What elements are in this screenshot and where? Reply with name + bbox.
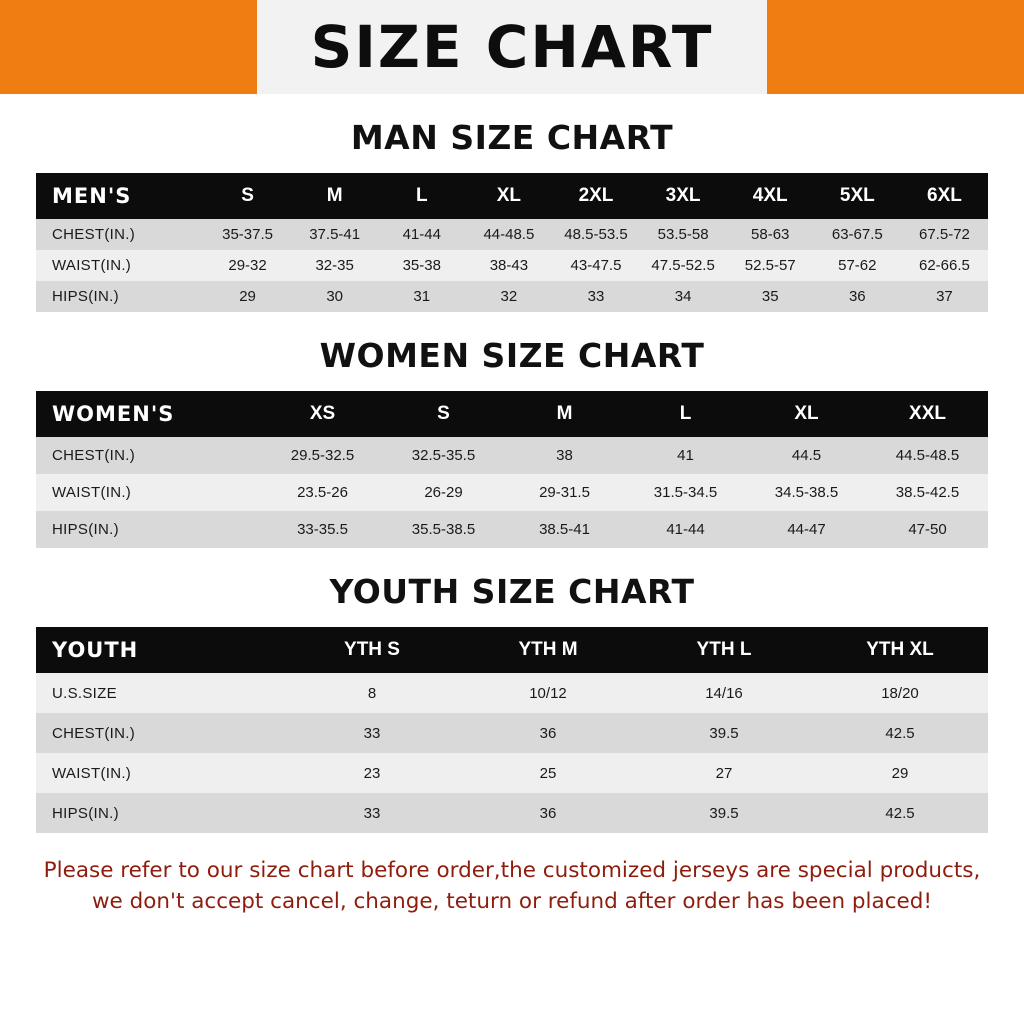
women-size-table [36, 391, 988, 548]
men-cell-2-0: 29 [204, 281, 291, 312]
women-size-header-4: XL [746, 391, 867, 437]
men-row-label-0: CHEST(IN.) [36, 219, 204, 250]
women-cell-0-1: 32.5-35.5 [383, 437, 504, 474]
women-cell-2-3: 41-44 [625, 511, 746, 548]
men-cell-2-4: 33 [552, 281, 639, 312]
men-section-title: MAN SIZE CHART [350, 118, 674, 157]
women-size-header-1: S [383, 391, 504, 437]
youth-section [0, 572, 1024, 833]
youth-cell-3-1: 36 [460, 793, 636, 833]
women-cell-1-3: 31.5-34.5 [625, 474, 746, 511]
men-size-header-0: S [204, 173, 291, 219]
table-row [36, 673, 988, 713]
youth-row-label-1: CHEST(IN.) [36, 713, 284, 753]
youth-cell-1-2: 39.5 [636, 713, 812, 753]
women-cell-1-2: 29-31.5 [504, 474, 625, 511]
men-size-header-5: 3XL [640, 173, 727, 219]
men-size-header-1: M [291, 173, 378, 219]
youth-cell-3-0: 33 [284, 793, 460, 833]
men-cell-1-7: 57-62 [814, 250, 901, 281]
table-row [36, 511, 988, 548]
men-cell-2-3: 32 [465, 281, 552, 312]
women-cell-0-3: 41 [625, 437, 746, 474]
table-row [36, 281, 988, 312]
table-row [36, 219, 988, 250]
youth-size-header-1: YTH M [460, 627, 636, 673]
youth-cell-1-1: 36 [460, 713, 636, 753]
women-size-header-2: M [504, 391, 625, 437]
youth-size-header-3: YTH XL [812, 627, 988, 673]
men-size-table [36, 173, 988, 312]
men-cell-1-8: 62-66.5 [901, 250, 988, 281]
youth-row-label-2: WAIST(IN.) [36, 753, 284, 793]
men-cell-1-1: 32-35 [291, 250, 378, 281]
youth-cell-3-3: 42.5 [812, 793, 988, 833]
women-size-header-3: L [625, 391, 746, 437]
men-row-label-1: WAIST(IN.) [36, 250, 204, 281]
men-cell-2-2: 31 [378, 281, 465, 312]
women-cell-0-2: 38 [504, 437, 625, 474]
page-title: SIZE CHART [310, 13, 714, 81]
youth-size-header-0: YTH S [284, 627, 460, 673]
policy-note-line-1: Please refer to our size chart before order,the customized jerseys are special products, [43, 858, 981, 883]
men-section [0, 118, 1024, 312]
women-cell-1-5: 38.5-42.5 [867, 474, 988, 511]
men-cell-2-7: 36 [814, 281, 901, 312]
table-row [36, 713, 988, 753]
men-cell-0-3: 44-48.5 [465, 219, 552, 250]
women-cell-1-4: 34.5-38.5 [746, 474, 867, 511]
policy-note-line-2: we don't accept cancel, change, teturn or refund after order has been placed! [91, 889, 933, 915]
men-cell-1-0: 29-32 [204, 250, 291, 281]
women-section [0, 336, 1024, 548]
youth-corner-label: YOUTH [36, 627, 284, 673]
women-row-label-1: WAIST(IN.) [36, 474, 262, 511]
youth-cell-2-2: 27 [636, 753, 812, 793]
youth-size-header-2: YTH L [636, 627, 812, 673]
men-cell-1-4: 43-47.5 [552, 250, 639, 281]
youth-cell-3-2: 39.5 [636, 793, 812, 833]
youth-size-table [36, 627, 988, 833]
men-corner-label: MEN'S [36, 173, 204, 219]
men-size-header-7: 5XL [814, 173, 901, 219]
men-cell-0-6: 58-63 [727, 219, 814, 250]
men-row-label-2: HIPS(IN.) [36, 281, 204, 312]
youth-cell-0-0: 8 [284, 673, 460, 713]
men-cell-2-8: 37 [901, 281, 988, 312]
table-row [36, 753, 988, 793]
men-cell-1-6: 52.5-57 [727, 250, 814, 281]
men-cell-2-1: 30 [291, 281, 378, 312]
men-cell-1-2: 35-38 [378, 250, 465, 281]
header-banner [0, 0, 1024, 94]
women-cell-1-1: 26-29 [383, 474, 504, 511]
youth-cell-2-3: 29 [812, 753, 988, 793]
policy-note [36, 855, 988, 917]
men-cell-0-5: 53.5-58 [640, 219, 727, 250]
table-row [36, 250, 988, 281]
women-cell-0-0: 29.5-32.5 [262, 437, 383, 474]
table-header-row [36, 173, 988, 219]
youth-row-label-3: HIPS(IN.) [36, 793, 284, 833]
youth-cell-0-3: 18/20 [812, 673, 988, 713]
youth-cell-1-0: 33 [284, 713, 460, 753]
youth-cell-0-2: 14/16 [636, 673, 812, 713]
youth-cell-2-0: 23 [284, 753, 460, 793]
women-row-label-2: HIPS(IN.) [36, 511, 262, 548]
men-cell-2-5: 34 [640, 281, 727, 312]
men-size-header-2: L [378, 173, 465, 219]
men-cell-0-4: 48.5-53.5 [552, 219, 639, 250]
youth-section-title: YOUTH SIZE CHART [329, 572, 695, 611]
men-cell-0-0: 35-37.5 [204, 219, 291, 250]
women-corner-label: WOMEN'S [36, 391, 262, 437]
women-row-label-0: CHEST(IN.) [36, 437, 262, 474]
women-cell-2-5: 47-50 [867, 511, 988, 548]
men-size-header-3: XL [465, 173, 552, 219]
table-header-row [36, 391, 988, 437]
women-section-title: WOMEN SIZE CHART [319, 336, 705, 375]
women-cell-0-5: 44.5-48.5 [867, 437, 988, 474]
women-size-header-5: XXL [867, 391, 988, 437]
men-cell-2-6: 35 [727, 281, 814, 312]
table-header-row [36, 627, 988, 673]
table-row [36, 437, 988, 474]
youth-cell-0-1: 10/12 [460, 673, 636, 713]
youth-cell-1-3: 42.5 [812, 713, 988, 753]
men-size-header-6: 4XL [727, 173, 814, 219]
women-size-header-0: XS [262, 391, 383, 437]
women-cell-2-0: 33-35.5 [262, 511, 383, 548]
men-cell-1-3: 38-43 [465, 250, 552, 281]
table-row [36, 474, 988, 511]
youth-cell-2-1: 25 [460, 753, 636, 793]
men-cell-0-7: 63-67.5 [814, 219, 901, 250]
men-size-header-4: 2XL [552, 173, 639, 219]
women-cell-2-1: 35.5-38.5 [383, 511, 504, 548]
women-cell-1-0: 23.5-26 [262, 474, 383, 511]
men-cell-1-5: 47.5-52.5 [640, 250, 727, 281]
youth-row-label-0: U.S.SIZE [36, 673, 284, 713]
women-cell-0-4: 44.5 [746, 437, 867, 474]
women-cell-2-4: 44-47 [746, 511, 867, 548]
men-cell-0-2: 41-44 [378, 219, 465, 250]
men-cell-0-1: 37.5-41 [291, 219, 378, 250]
table-row [36, 793, 988, 833]
men-size-header-8: 6XL [901, 173, 988, 219]
men-cell-0-8: 67.5-72 [901, 219, 988, 250]
women-cell-2-2: 38.5-41 [504, 511, 625, 548]
